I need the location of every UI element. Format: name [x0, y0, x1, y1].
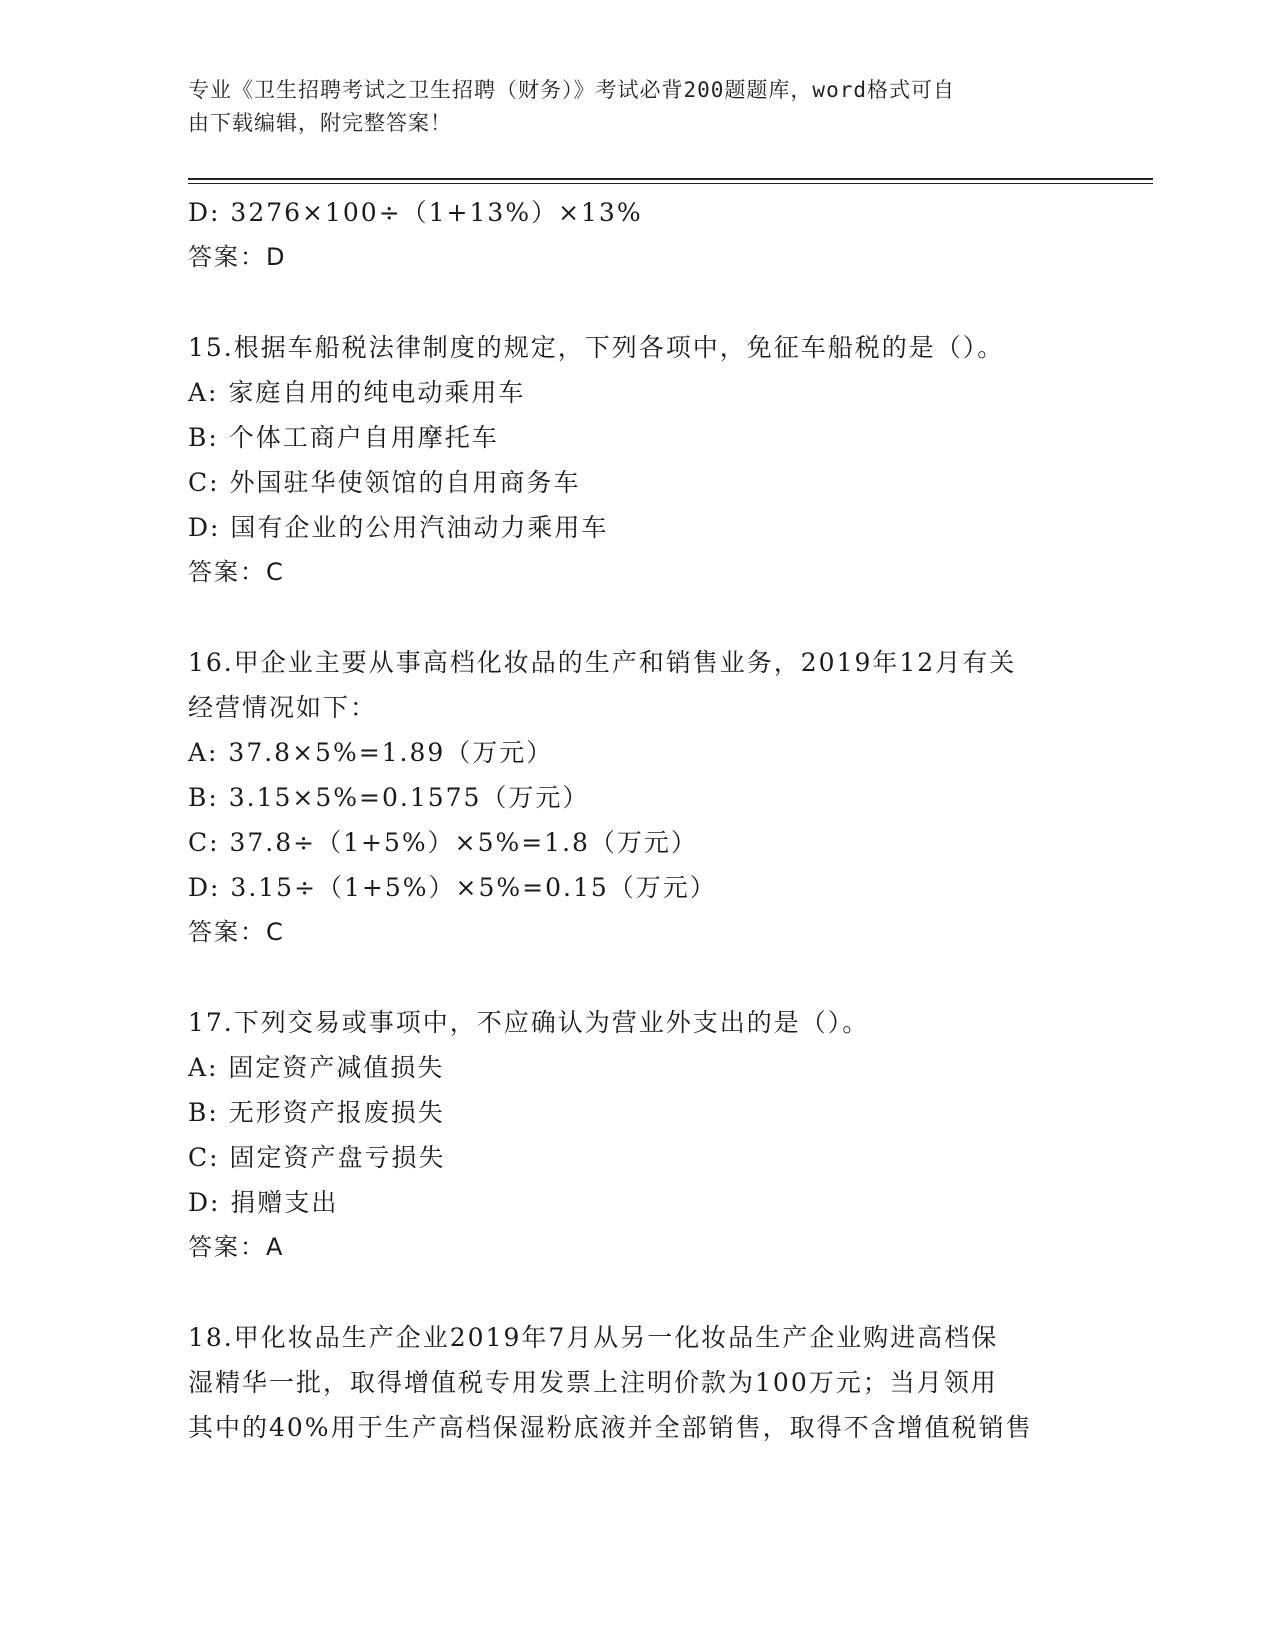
header-rule-thick [188, 178, 1153, 180]
option-a: A: 固定资产减值损失 [188, 1053, 445, 1082]
header-line-2: 由下载编辑，附完整答案！ [188, 111, 452, 135]
question-title-line-3: 其中的40%用于生产高档保湿粉底液并全部销售，取得不含增值税销售 [188, 1413, 1033, 1442]
question-17 [188, 1000, 1108, 1270]
question-title-line-2: 经营情况如下： [188, 693, 378, 722]
answer: 答案：D [188, 243, 287, 271]
spacer [188, 595, 1108, 640]
option-c: C: 外国驻华使领馆的自用商务车 [188, 468, 581, 497]
option-c: C: 37.8÷（1+5%）×5%=1.8（万元） [188, 828, 698, 857]
option-b: B: 3.15×5%=0.1575（万元） [188, 783, 590, 812]
question-16 [188, 640, 1108, 955]
question-14-tail [188, 190, 1108, 280]
question-title: 15.根据车船税法律制度的规定，下列各项中，免征车船税的是（）。 [188, 333, 1005, 362]
answer: 答案：A [188, 1233, 285, 1261]
answer: 答案：C [188, 918, 285, 946]
question-title-line-1: 16.甲企业主要从事高档化妆品的生产和销售业务，2019年12月有关 [188, 648, 1017, 677]
question-15 [188, 325, 1108, 595]
option-a: A: 37.8×5%=1.89（万元） [188, 738, 554, 767]
page-header [188, 74, 1088, 140]
option-d: D: 3276×100÷（1+13%）×13% [188, 198, 643, 227]
option-a: A: 家庭自用的纯电动乘用车 [188, 378, 526, 407]
question-18 [188, 1315, 1108, 1450]
option-d: D: 国有企业的公用汽油动力乘用车 [188, 513, 609, 542]
question-title-line-2: 湿精华一批，取得增值税专用发票上注明价款为100万元；当月领用 [188, 1368, 998, 1397]
question-title-line-1: 18.甲化妆品生产企业2019年7月从另一化妆品生产企业购进高档保 [188, 1323, 999, 1352]
question-title: 17.下列交易或事项中，不应确认为营业外支出的是（）。 [188, 1008, 870, 1037]
spacer [188, 955, 1108, 1000]
answer: 答案：C [188, 558, 285, 586]
spacer [188, 1270, 1108, 1315]
document-body [188, 190, 1108, 1450]
option-c: C: 固定资产盘亏损失 [188, 1143, 446, 1172]
header-line-1: 专业《卫生招聘考试之卫生招聘（财务）》考试必背200题题库，word格式可自 [188, 78, 955, 102]
option-d: D: 捐赠支出 [188, 1188, 339, 1217]
option-b: B: 无形资产报废损失 [188, 1098, 445, 1127]
header-rule-thin [188, 183, 1153, 184]
option-b: B: 个体工商户自用摩托车 [188, 423, 499, 452]
spacer [188, 280, 1108, 325]
option-d: D: 3.15÷（1+5%）×5%=0.15（万元） [188, 873, 717, 902]
